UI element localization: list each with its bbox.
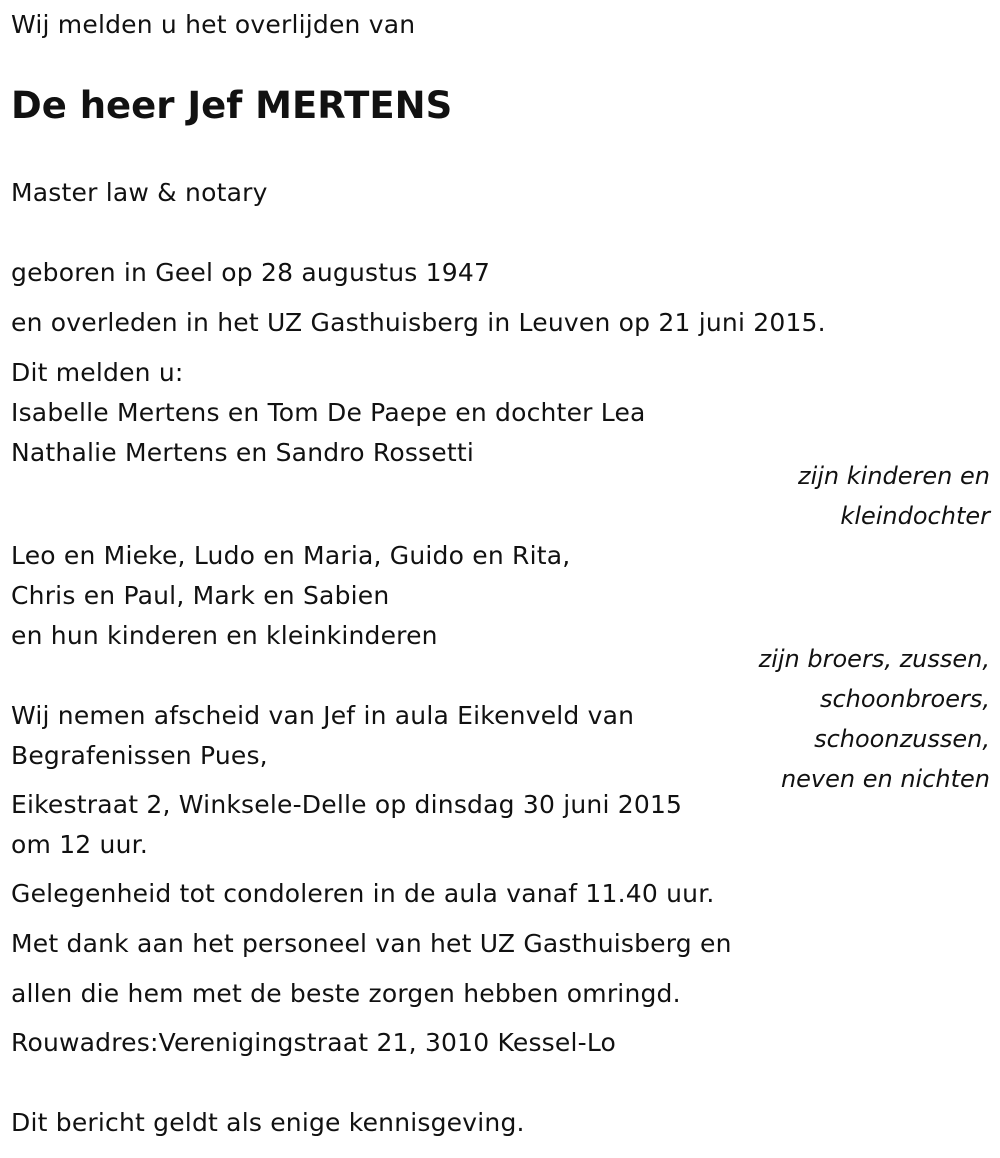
condolences: Gelegenheid tot condoleren in de aula vanaf 11.40 uur. xyxy=(11,879,715,908)
intro-text: Wij melden u het overlijden van xyxy=(11,10,416,39)
announced-by: Dit melden u: xyxy=(11,358,184,387)
child-line: Nathalie Mertens en Sandro Rossetti xyxy=(11,438,475,467)
farewell-line: Begrafenissen Pues, xyxy=(11,741,268,770)
child-line: Isabelle Mertens en Tom De Paepe en dochter Lea xyxy=(11,398,646,427)
mourning-address: Rouwadres:Verenigingstraat 21, 3010 Kessel-Lo xyxy=(11,1028,617,1057)
location-line: om 12 uur. xyxy=(11,830,148,859)
closing-note: Dit bericht geldt als enige kennisgeving. xyxy=(11,1108,525,1137)
location-line: Eikestraat 2, Winksele-Delle op dinsdag 30 juni 2015 xyxy=(11,790,683,819)
profession: Master law & notary xyxy=(11,178,268,207)
thanks-line: allen die hem met de beste zorgen hebben omringd. xyxy=(11,979,681,1008)
farewell-line: Wij nemen afscheid van Jef in aula Eikenveld van xyxy=(11,701,635,730)
siblings-label: zijn broers, zussen, schoonbroers, schoonzussen, neven en nichten xyxy=(758,645,990,793)
thanks-line: Met dank aan het personeel van het UZ Gasthuisberg en xyxy=(11,929,732,958)
deceased-name: De heer Jef MERTENS xyxy=(11,84,453,127)
sibling-line: Chris en Paul, Mark en Sabien xyxy=(11,581,390,610)
sibling-line: en hun kinderen en kleinkinderen xyxy=(11,621,438,650)
birth-line: geboren in Geel op 28 augustus 1947 xyxy=(11,258,491,287)
sibling-line: Leo en Mieke, Ludo en Maria, Guido en Rita, xyxy=(11,541,571,570)
children-label: zijn kinderen en kleindochter xyxy=(798,462,990,530)
death-line: en overleden in het UZ Gasthuisberg in Leuven op 21 juni 2015. xyxy=(11,308,826,337)
